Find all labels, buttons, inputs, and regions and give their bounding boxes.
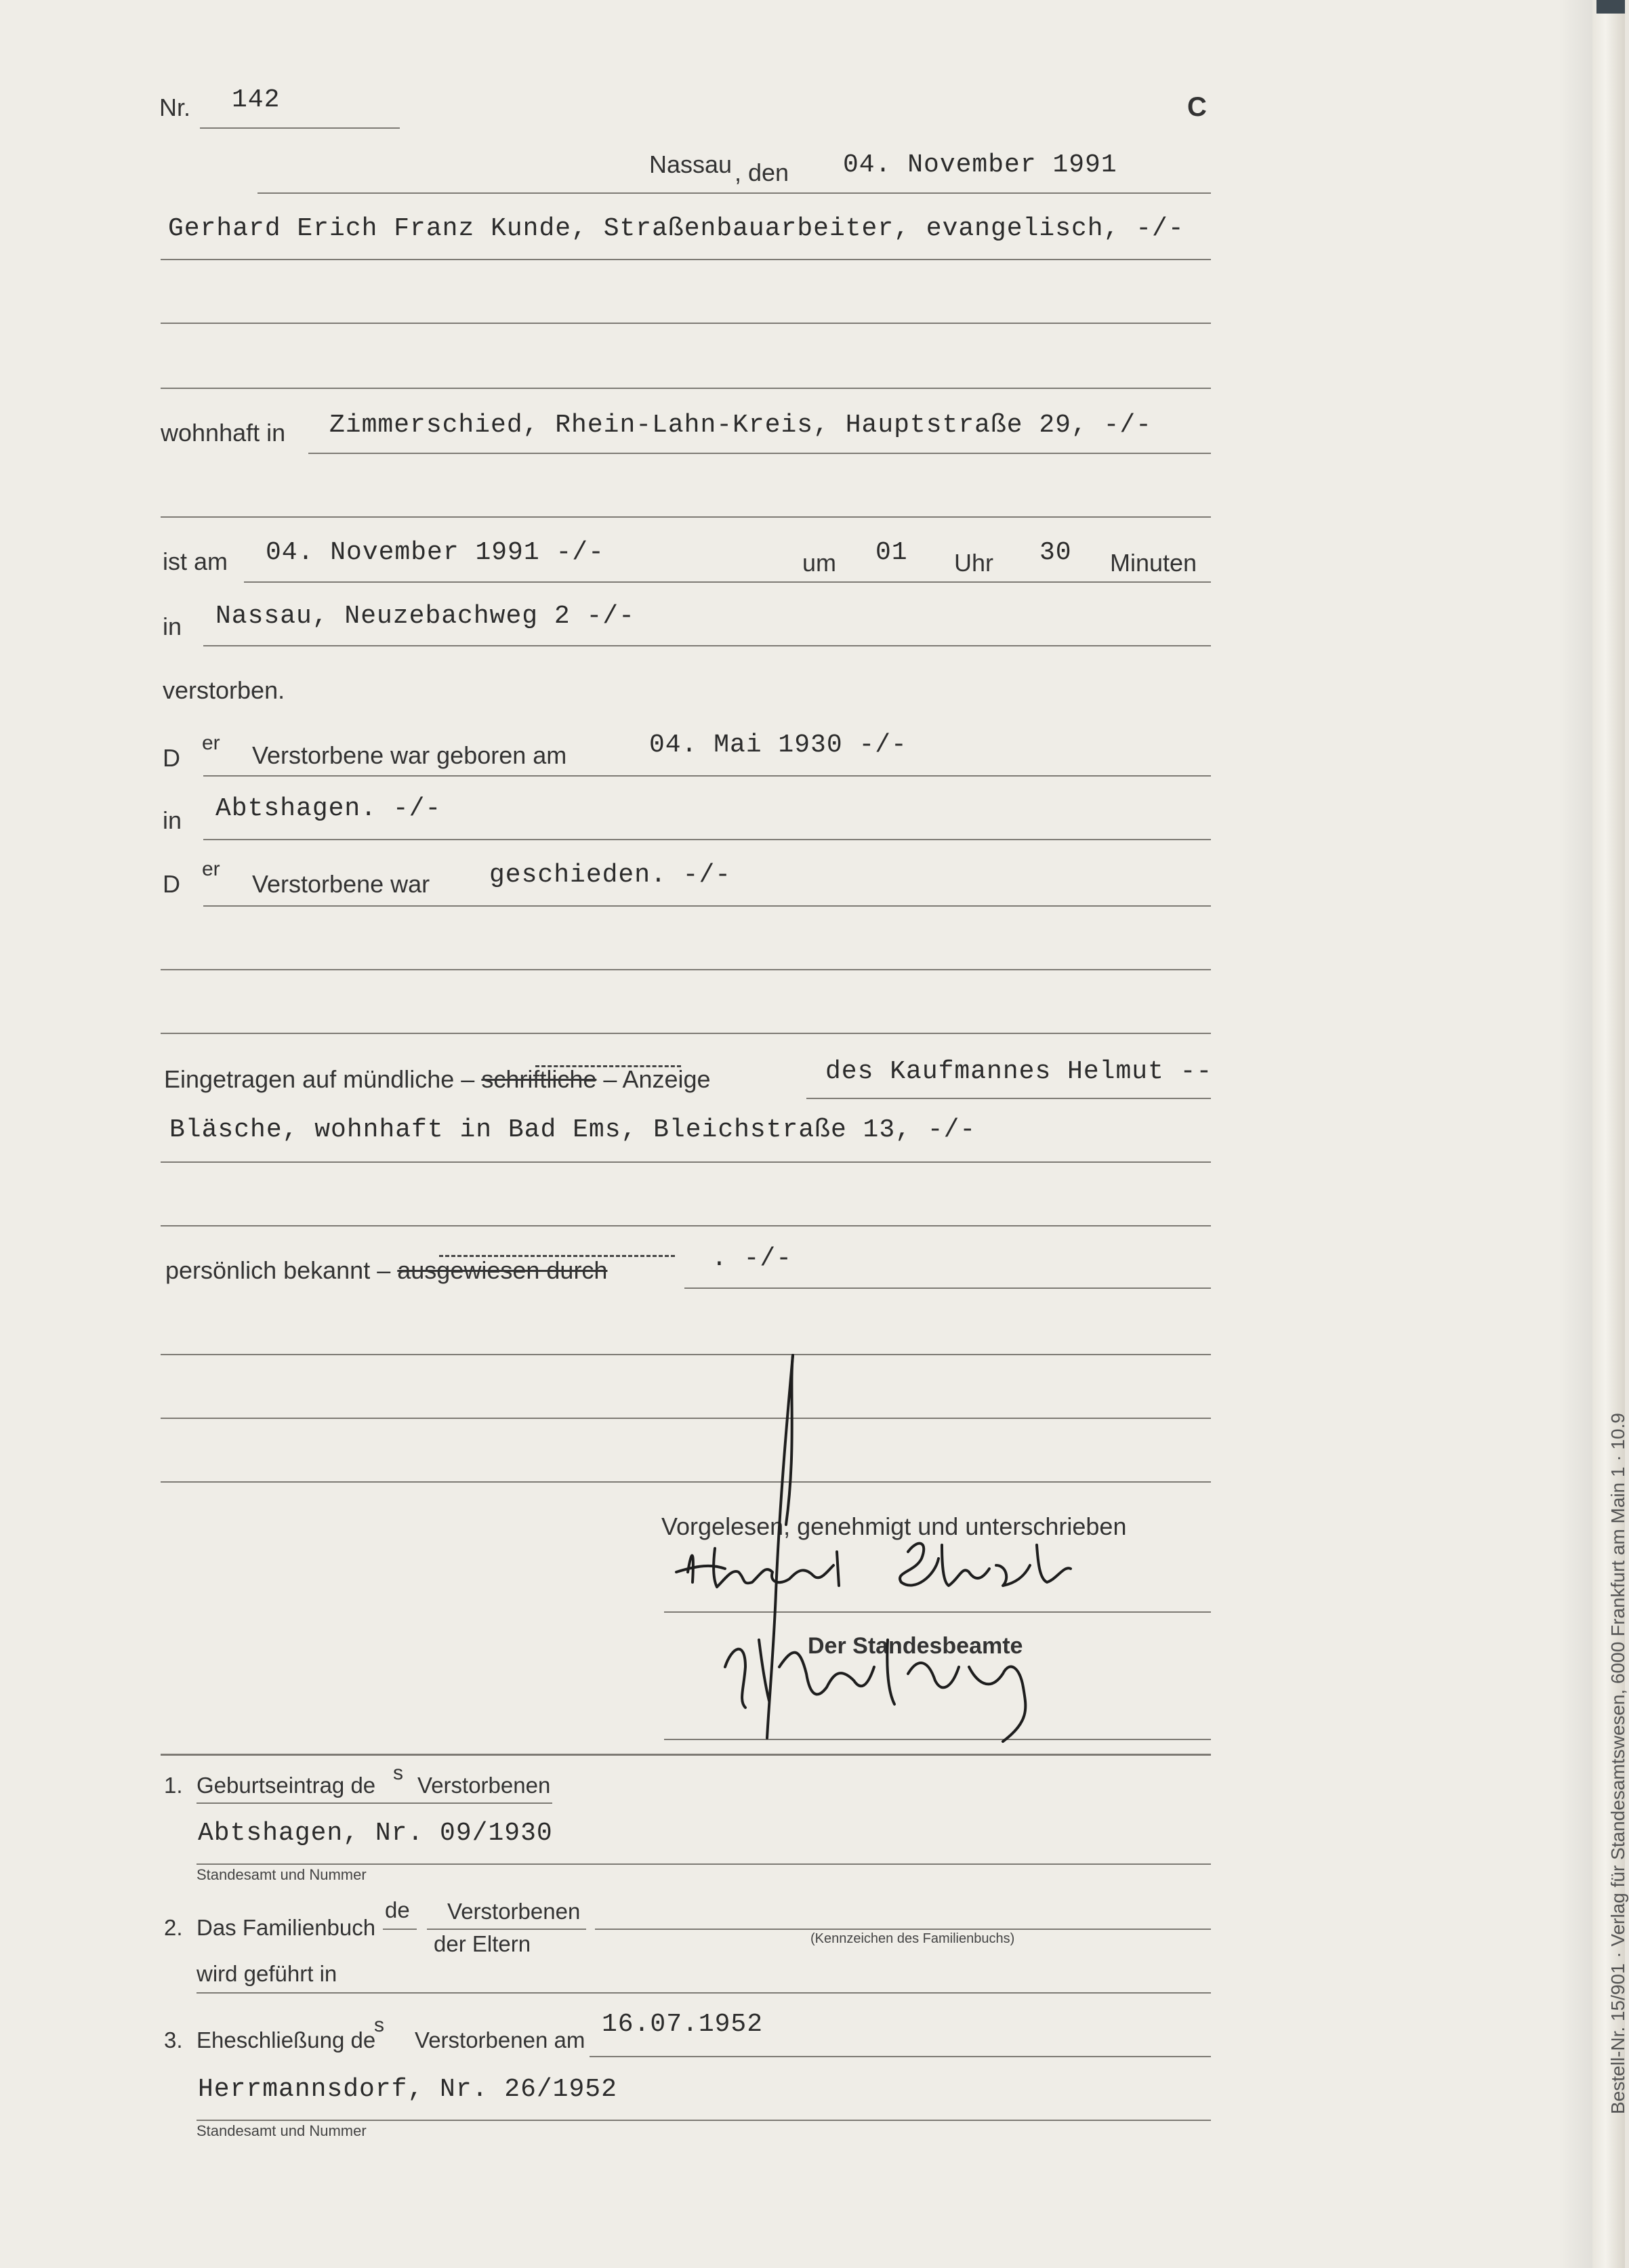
nr-value: 142 (232, 85, 281, 115)
section-rule (161, 1754, 1211, 1756)
note-1-label2: Verstorbenen (417, 1773, 551, 1798)
marital-rule-3 (161, 1033, 1211, 1034)
marital-rule-2 (161, 969, 1211, 970)
birth-in-label: in (163, 806, 182, 834)
verstorben-label: verstorben. (163, 676, 285, 704)
note-2-rule (197, 1992, 1211, 1994)
note-1-label: Geburtseintrag de (197, 1773, 376, 1798)
note-1-label-rule (197, 1802, 552, 1804)
death-minutes: 30 (1039, 538, 1072, 567)
nr-rule (200, 127, 400, 129)
signatory-label: Der Standesbeamte (808, 1633, 1023, 1659)
report-rule-1 (806, 1098, 1211, 1099)
note-3-label2: Verstorbenen am (415, 2027, 585, 2053)
deceased-description: Gerhard Erich Franz Kunde, Straßenbauarbeiter, evangelisch, -/- (168, 214, 1184, 243)
birth-place: Abtshagen. -/- (215, 794, 442, 823)
note-2-code-rule (595, 1929, 1211, 1930)
approval-label: Vorgelesen, genehmigt und unterschrieben (661, 1512, 1127, 1540)
minuten-label: Minuten (1110, 549, 1197, 577)
marital-label: Verstorbene war (252, 870, 430, 898)
book-cover-edge (1596, 0, 1625, 14)
note-2-de: de (385, 1897, 410, 1922)
note-3-sup: s (374, 2014, 384, 2036)
note-1-caption: Standesamt und Nummer (197, 1866, 367, 1883)
residence-rule (308, 453, 1211, 454)
death-time-rule (244, 581, 1211, 583)
death-hour: 01 (875, 538, 908, 567)
death-in-label: in (163, 613, 182, 640)
identity-strike-dashes (439, 1255, 675, 1257)
birth-date: 04. Mai 1930 -/- (649, 730, 907, 760)
report-label (164, 1065, 711, 1094)
report-rule-3 (161, 1225, 1211, 1226)
note-2-option-eltern: der Eltern (434, 1931, 531, 1956)
report-label-start: Eingetragen auf mündliche – (164, 1065, 475, 1093)
note-2-label2: wird geführt in (197, 1961, 337, 1986)
death-place-rule (203, 645, 1211, 646)
handwritten-signatures (651, 1348, 1220, 1748)
identity-label-start: persönlich bekannt – (165, 1256, 391, 1284)
note-3-value: Herrmannsdorf, Nr. 26/1952 (198, 2075, 617, 2104)
marital-er: er (202, 858, 220, 880)
um-label: um (802, 549, 837, 577)
note-2-caption: (Kennzeichen des Familienbuchs) (810, 1931, 1015, 1946)
ist-am-label: ist am (163, 548, 228, 575)
note-2-option-rule (427, 1929, 586, 1930)
publisher-margin-text: Bestell-Nr. 15/901 · Verlag für Standesamtswesen, 6000 Frankfurt am Main 1 · 10.9 (1607, 1413, 1628, 2114)
den-label: , den (735, 159, 789, 186)
person-rule-3 (161, 388, 1211, 389)
note-1-value: Abtshagen, Nr. 09/1930 (198, 1819, 553, 1848)
nr-label: Nr. (159, 94, 191, 121)
note-2-label: Das Familienbuch (197, 1915, 376, 1940)
uhr-label: Uhr (954, 549, 994, 577)
residence-value: Zimmerschied, Rhein-Lahn-Kreis, Hauptstraße 29, -/- (329, 411, 1152, 440)
birth-label: Verstorbene war geboren am (252, 741, 567, 769)
corner-letter: C (1187, 92, 1207, 122)
note-3-label: Eheschließung de (197, 2027, 376, 2053)
page-fold-shadow (1559, 0, 1592, 2268)
note-3-caption: Standesamt und Nummer (197, 2122, 367, 2139)
note-2-de-rule (383, 1929, 417, 1930)
report-rule-2 (161, 1161, 1211, 1163)
entry-date: 04. November 1991 (843, 150, 1117, 180)
identity-rule (684, 1287, 1211, 1289)
residence-label: wohnhaft in (161, 419, 286, 447)
report-label-end: – Anzeige (603, 1065, 711, 1093)
reporter-line1: des Kaufmannes Helmut -- (825, 1057, 1213, 1086)
death-place: Nassau, Neuzebachweg 2 -/- (215, 602, 635, 631)
birth-date-rule (203, 775, 1211, 777)
reporter-line2: Bläsche, wohnhaft in Bad Ems, Bleichstraße 13, -/- (169, 1115, 976, 1145)
marital-d-label: D (163, 870, 180, 898)
place-name: Nassau (649, 150, 733, 178)
note-1-number: 1. (164, 1773, 183, 1798)
person-rule-2 (161, 323, 1211, 324)
birth-place-rule (203, 839, 1211, 840)
place-date-rule (257, 192, 1211, 194)
person-rule-1 (161, 259, 1211, 260)
residence-rule-2 (161, 516, 1211, 518)
death-date: 04. November 1991 -/- (266, 538, 604, 567)
note-3-rule (197, 2120, 1211, 2121)
signature-vertical-stroke (767, 1355, 793, 1738)
note-3-date-rule (590, 2056, 1211, 2057)
birth-er: er (202, 732, 220, 754)
signature-blaesche (900, 1544, 1071, 1586)
marital-value: geschieden. -/- (489, 861, 732, 890)
note-2-number: 2. (164, 1915, 183, 1940)
marital-rule (203, 905, 1211, 907)
identity-label-struck: ausgewiesen durch (397, 1256, 608, 1284)
note-3-number: 3. (164, 2027, 183, 2053)
signature-helmut (676, 1548, 839, 1587)
identity-value: . -/- (712, 1244, 793, 1273)
birth-d-label: D (163, 744, 180, 772)
note-3-date: 16.07.1952 (602, 2010, 764, 2039)
note-2-option-verstorbenen: Verstorbenen (447, 1899, 581, 1924)
report-strike-dashes (535, 1065, 681, 1067)
note-1-sup: s (393, 1762, 403, 1784)
identity-label (165, 1256, 607, 1285)
note-1-rule (197, 1863, 1211, 1865)
report-label-struck: schriftliche (481, 1065, 597, 1093)
